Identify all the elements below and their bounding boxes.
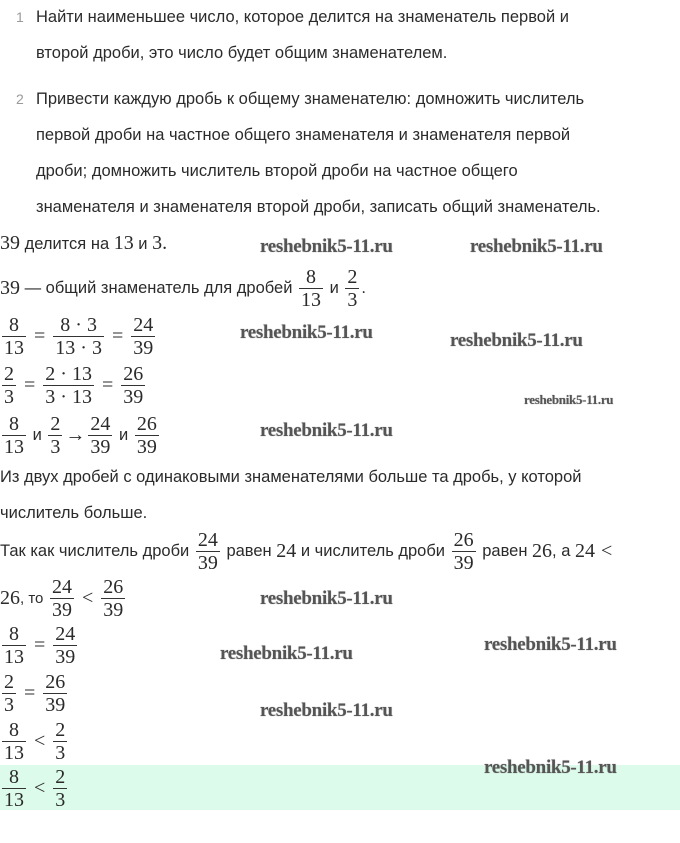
numerator: 2 [4, 363, 14, 385]
text: Так как числитель дроби [0, 542, 190, 560]
number: 26 [0, 587, 20, 609]
text: и [329, 279, 339, 297]
fraction [88, 413, 112, 458]
fraction [2, 719, 26, 764]
numerator: 2 [347, 266, 358, 288]
text: равен [226, 542, 272, 560]
denominator: 13 · 3 [55, 337, 102, 359]
denominator: 13 [4, 337, 24, 359]
number: 26 [532, 540, 553, 562]
fraction [299, 266, 323, 311]
numerator: 24 [55, 623, 76, 645]
step-text-line: Привести каждую дробь к общему знаменателю: домножить числитель [36, 90, 585, 108]
denominator: 13 [4, 789, 24, 811]
numerator: 8 [9, 413, 19, 435]
step-text-line: Найти наименьшее число, которое делится на знаменатель первой и [36, 8, 569, 26]
fraction [196, 529, 220, 574]
fraction [53, 766, 67, 811]
number: 39 [0, 277, 20, 299]
common-denominator-line [0, 266, 366, 311]
numerator: 8 [9, 623, 19, 645]
number: 3. [152, 232, 168, 254]
denominator: 3 · 13 [45, 386, 92, 408]
denominator: 39 [453, 552, 474, 574]
fraction [50, 576, 74, 621]
fraction [2, 413, 26, 458]
fraction [48, 413, 62, 458]
operator: < [81, 587, 94, 609]
operator: = [24, 374, 36, 396]
fraction [43, 671, 67, 716]
rule-text-line: числитель больше. [0, 504, 148, 522]
denominator: 13 [4, 646, 24, 668]
operator: = [111, 325, 124, 347]
text: , а [552, 542, 571, 560]
watermark: reshebnik5-11.ru [260, 420, 393, 441]
equation-3 [0, 413, 161, 458]
numerator: 24 [90, 413, 111, 435]
numerator: 2 [4, 671, 14, 693]
fraction [101, 576, 125, 621]
numerator: 8 [9, 766, 19, 788]
fraction [2, 623, 26, 668]
denominator: 3 [55, 789, 66, 811]
operator: = [24, 682, 36, 704]
fraction [53, 623, 77, 668]
numerator: 26 [45, 671, 66, 693]
denominator: 39 [51, 599, 72, 621]
denominator: 39 [103, 599, 124, 621]
watermark: reshebnik5-11.ru [260, 588, 393, 609]
operator: < [34, 730, 46, 752]
watermark: reshebnik5-11.ru [484, 634, 617, 655]
fraction [135, 413, 159, 458]
operator: = [34, 634, 46, 656]
operator: < [601, 540, 613, 562]
denominator: 39 [90, 436, 111, 458]
watermark: reshebnik5-11.ru [240, 322, 373, 343]
fraction [2, 766, 26, 811]
text: , то [20, 590, 44, 607]
numerator: 26 [103, 576, 124, 598]
step-text-line: дроби; домножить числитель второй дроби на частное общего [36, 162, 518, 180]
denominator: 39 [55, 646, 76, 668]
result-row-3 [0, 719, 69, 764]
watermark: reshebnik5-11.ru [470, 236, 603, 257]
numerator: 8 · 3 [60, 314, 97, 336]
numerator: 8 [9, 719, 19, 741]
fraction [121, 363, 145, 408]
step-number: 2 [16, 91, 24, 107]
watermark: reshebnik5-11.ru [524, 392, 614, 407]
operator: = [101, 374, 114, 396]
step-number: 1 [16, 9, 24, 25]
fraction [53, 719, 67, 764]
watermark: reshebnik5-11.ru [220, 643, 353, 664]
step-text-line: второй дроби, это число будет общим знаменателем. [36, 44, 448, 62]
numerator: 8 [9, 314, 19, 336]
equation-2 [0, 363, 147, 408]
numerator: 2 [55, 719, 66, 741]
fraction [452, 529, 476, 574]
denominator: 3 [55, 742, 66, 764]
numerator: 2 [55, 766, 66, 788]
fraction [131, 314, 155, 359]
number: 24 [575, 540, 595, 562]
text: — общий знаменатель для дробей [20, 279, 297, 297]
numerator: 26 [123, 363, 144, 385]
comparison-line [0, 529, 618, 574]
operator: < [34, 777, 46, 799]
denominator: 39 [133, 337, 154, 359]
denominator: 3 [4, 386, 14, 408]
step-text-line: первой дроби на частное общего знаменателя и знаменателя первой [36, 126, 571, 144]
comparison-result-line [0, 576, 127, 621]
operator: = [34, 325, 46, 347]
numerator: 26 [136, 413, 157, 435]
numerator: 24 [197, 529, 218, 551]
result-row-1 [0, 623, 79, 668]
fraction [2, 314, 26, 359]
text: . [361, 279, 366, 297]
rule-text-line: Из двух дробей с одинаковыми знаменателями больше та дробь, у которой [0, 468, 582, 486]
denominator: 13 [4, 742, 24, 764]
number: 39 [0, 232, 20, 254]
watermark: reshebnik5-11.ru [260, 700, 393, 721]
equation-1 [0, 314, 157, 359]
denominator: 3 [4, 694, 14, 716]
numerator: 26 [453, 529, 474, 551]
denominator: 39 [136, 436, 157, 458]
watermark: reshebnik5-11.ru [484, 757, 617, 778]
denominator: 39 [45, 694, 66, 716]
text: равен [482, 542, 528, 560]
fraction [2, 363, 16, 408]
text: делится на [20, 235, 114, 253]
denominator: 3 [347, 289, 358, 311]
denominator: 3 [50, 436, 61, 458]
fraction [53, 314, 104, 359]
divisibility-line [0, 232, 167, 255]
fraction [2, 671, 16, 716]
fraction [43, 363, 94, 408]
result-row-2 [0, 671, 69, 716]
text: и [133, 235, 153, 253]
text: и [119, 426, 129, 444]
watermark: reshebnik5-11.ru [260, 236, 393, 257]
number: 13 [113, 232, 134, 254]
text: и [32, 426, 42, 444]
numerator: 24 [51, 576, 72, 598]
denominator: 13 [4, 436, 24, 458]
numerator: 2 [50, 413, 61, 435]
numerator: 2 · 13 [45, 363, 92, 385]
text: и числитель дроби [300, 542, 446, 560]
number: 24 [276, 540, 297, 562]
denominator: 39 [197, 552, 218, 574]
numerator: 24 [133, 314, 154, 336]
watermark: reshebnik5-11.ru [450, 330, 583, 351]
numerator: 8 [306, 266, 316, 288]
denominator: 13 [301, 289, 321, 311]
fraction [345, 266, 359, 311]
step-text-line: знаменателя и знаменателя второй дроби, записать общий знаменатель. [36, 198, 601, 216]
arrow-icon: → [65, 424, 86, 446]
answer-row [0, 766, 69, 811]
denominator: 39 [123, 386, 144, 408]
